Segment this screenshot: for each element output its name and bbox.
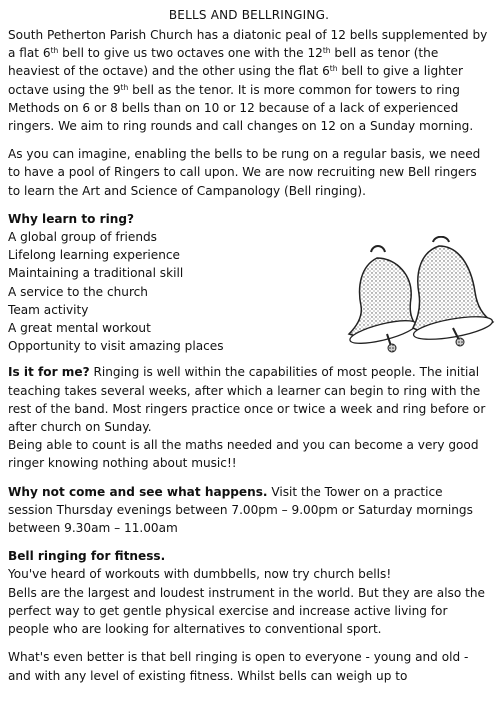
- list-item: A great mental workout: [8, 321, 151, 336]
- bells-illustration: [347, 236, 497, 356]
- list-item: Team activity: [8, 302, 89, 317]
- list-item: Maintaining a traditional skill: [8, 266, 184, 281]
- intro-paragraph-2: As you can imagine, enabling the bells to be rung on a regular basis, we need to have a pool of Ringers to call upon. We are now recruiting new Bell ringers to learn the Art and Science of Campanology (Bell ringing).: [8, 147, 481, 198]
- counting-paragraph: Being able to count is all the maths needed and you can become a very good ringer knowing nothing about music!!: [8, 438, 479, 471]
- list-item: A service to the church: [8, 284, 148, 299]
- ordinal-suffix: th: [329, 64, 338, 74]
- list-item: Opportunity to visit amazing places: [8, 339, 224, 354]
- come-and-see-text: Visit the Tower on a practice session Thursday evenings between 7.00pm – 9.00pm or Saturday mornings between 9.30am – 11.00am: [8, 484, 473, 536]
- bell-right-icon: [412, 237, 494, 346]
- ordinal-suffix: th: [120, 82, 129, 92]
- page-title: BELLS AND BELLRINGING.: [168, 8, 330, 22]
- fitness-paragraph-1: You've heard of workouts with dumbbells, now try church bells!: [8, 567, 392, 582]
- list-item: A global group of friends: [8, 230, 157, 245]
- bell-left-icon: [348, 246, 418, 348]
- intro-text-d: bell to give a lighter octave using the 9: [8, 64, 463, 97]
- intro-paragraph-1: [8, 26, 490, 135]
- come-and-see-paragraph: [8, 483, 490, 538]
- intro-text-c: bell as tenor (the heaviest of the octave) and the other using the flat 6: [8, 46, 439, 79]
- is-it-for-me-paragraph: [8, 363, 490, 436]
- is-it-for-me-heading: Is it for me?: [8, 365, 90, 380]
- come-and-see-heading: Why not come and see what happens.: [8, 484, 268, 499]
- fitness-paragraph-3: What's even better is that bell ringing is open to everyone - young and old - and with any level of existing fitness. Whilst bells can weigh up to: [8, 650, 469, 683]
- fitness-heading: Bell ringing for fitness.: [8, 549, 166, 564]
- intro-text-a: South Petherton Parish Church has a diatonic peal of 12 bells supplemented by a flat 6: [8, 28, 488, 61]
- ordinal-suffix: th: [50, 46, 59, 56]
- intro-text-b: bell to give us two octaves one with the 12: [58, 46, 323, 61]
- ordinal-suffix: th: [322, 46, 331, 56]
- intro-text-e: bell as the tenor. It is more common for towers to ring Methods on 6 or 8 bells than on 10 or 12 because of a lack of experienced ringers. We aim to ring rounds and call changes on 12 on a Sunday morning.: [8, 82, 474, 134]
- list-item: Lifelong learning experience: [8, 248, 180, 263]
- fitness-paragraph-2: Bells are the largest and loudest instrument in the world. But they are also the perfect way to get gentle physical exercise and increase active living for people who are looking for alternatives to conventional sport.: [8, 585, 485, 637]
- why-learn-heading: Why learn to ring?: [8, 211, 135, 226]
- is-it-for-me-text: Ringing is well within the capabilities of most people. The initial teaching takes several weeks, after which a learner can begin to ring with the rest of the band. Most ringers practice once or twice a week and ring before or after church on Sunday.: [8, 365, 486, 435]
